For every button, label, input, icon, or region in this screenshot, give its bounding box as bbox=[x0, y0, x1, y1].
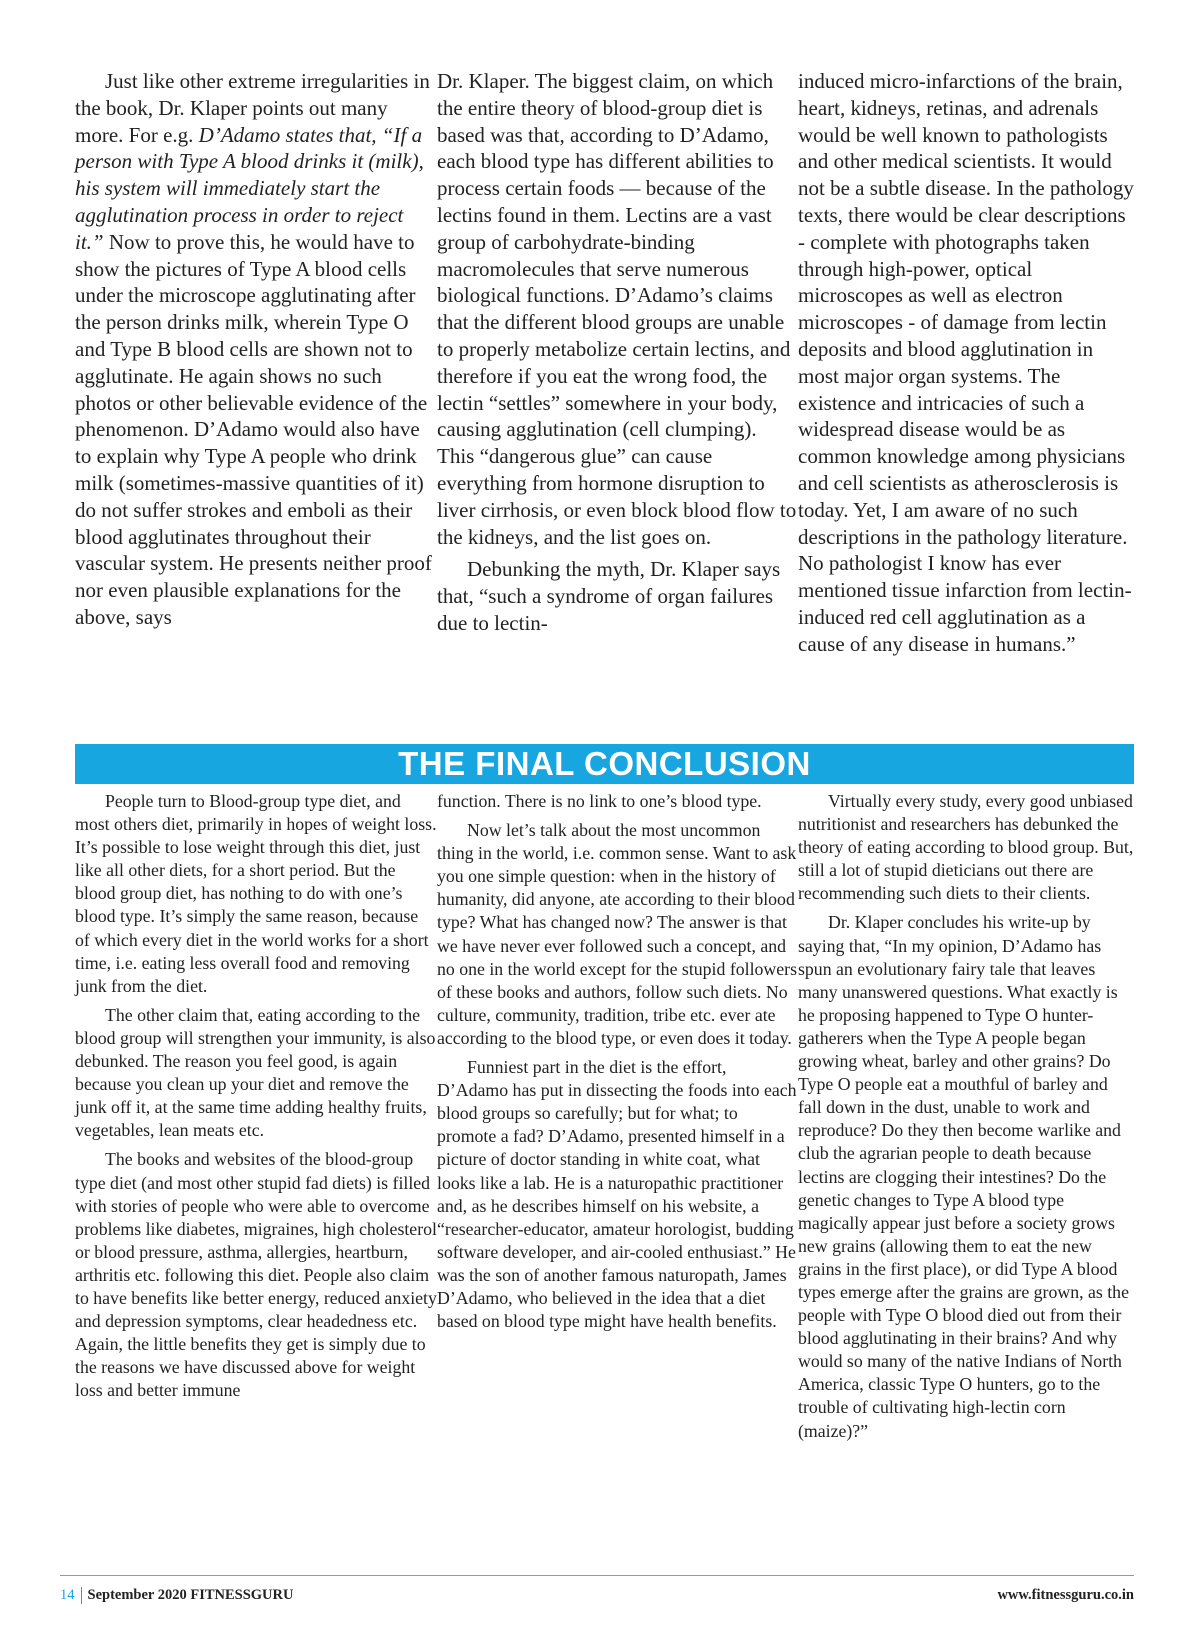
bottom-col3-paragraph-1: Virtually every study, every good unbiased nutritionist and researchers has debunked the theory of eating according to blood group. But, still a lot of stupid dieticians out there are recommending such diets to their clients. bbox=[798, 791, 1134, 904]
quote-run: D’Adamo states that, “If a person with Type A blood drinks it (milk), his system will immediately start the agglutination process in order to reject it.” bbox=[75, 122, 424, 254]
text-run: Now to prove this, he would have to show the pictures of Type A blood cells under the microscope agglutinating after the person drinks milk, wherein Type O and Type B blood cells are shown not to agglutinate. He again shows no such photos or other believable evidence of the phenomenon. D’Adamo would also have to explain why Type A people who drink milk (sometimes-massive quantities of it) do not suffer strokes and emboli as their blood agglutinates throughout their vascular system. He presents neither proof nor even plausible explanations for the above, says bbox=[75, 229, 432, 629]
top-column-1 bbox=[75, 68, 437, 738]
page-number: 14 bbox=[60, 1587, 82, 1604]
top-col3-paragraph-1: induced micro-infarctions of the brain, heart, kidneys, retinas, and adrenals would be well known to pathologists and other medical scientists. It would not be a subtle disease. In the pathology texts, there would be clear descriptions - complete with photographs taken through high-power, optical microscopes as well as electron microscopes - of damage from lectin deposits and blood agglutination in most major organ systems. The existence and intricacies of such a widespread disease would be as common knowledge among physicians and cell scientists as atherosclerosis is today. Yet, I am aware of no such descriptions in the pathology literature. No pathologist I know has ever mentioned tissue infarction from lectin-induced red cell agglutination as a cause of any disease in humans.” bbox=[798, 69, 1134, 656]
bottom-col1-paragraph-2: The other claim that, eating according to the blood group will strengthen your immunity, is also debunked. The reason you feel good, is again because you clean up your diet and remove the junk off it, at the same time adding healthy fruits, vegetables, lean meats etc. bbox=[75, 1004, 436, 1141]
page-footer bbox=[60, 1582, 1134, 1608]
article-top-columns bbox=[75, 68, 1134, 738]
top-col2-paragraph-1: Dr. Klaper. The biggest claim, on which the entire theory of blood-group diet is based was that, according to D’Adamo, each blood type has different abilities to process certain foods — because of the lectins found in them. Lectins are a vast group of carbohydrate-binding macromolecules that serve numerous biological functions. D’Adamo’s claims that the different blood groups are unable to properly metabolize certain lectins, and therefore if you eat the wrong food, the lectin “settles” somewhere in your body, causing agglutination (cell clumping). This “dangerous glue” can cause everything from hormone disruption to liver cirrhosis, or even block blood flow to the kidneys, and the list goes on. bbox=[437, 69, 797, 549]
top-col2-paragraph-2: Debunking the myth, Dr. Klaper says that, “such a syndrome of organ failures due to lectin- bbox=[437, 557, 781, 635]
text-run: Just like other extreme irregularities in the book, Dr. Klaper points out many more. For e.g. bbox=[75, 69, 430, 147]
bottom-column-3 bbox=[798, 790, 1134, 1560]
website-link[interactable]: www.fitnessguru.co.in bbox=[997, 1586, 1134, 1603]
bottom-col1-paragraph-1: People turn to Blood-group type diet, and most others diet, primarily in hopes of weight loss. It’s possible to lose weight through this diet, just like all other diets, for a short period. But the blood group diet, has nothing to do with one’s blood type. It’s simply the same reason, because of which every diet in the world works for a short time, i.e. eating less overall food and removing junk from the diet. bbox=[75, 791, 437, 996]
footer-divider bbox=[60, 1575, 1134, 1576]
bottom-col2-paragraph-2: Now let’s talk about the most uncommon thing in the world, i.e. common sense. Want to ask you one simple question: when in the history of humanity, did anyone, ate according to their blood type? What has changed now? The answer is that we have never ever followed such a concept, and no one in the world except for the stupid followers of these books and authors, follow such diets. No culture, community, tradition, tribe etc. ever ate according to the blood type, or even does it today. bbox=[437, 820, 797, 1048]
top-col1-paragraph-1 bbox=[75, 68, 437, 631]
bottom-column-1 bbox=[75, 790, 437, 1560]
bottom-col2-paragraph-3: Funniest part in the diet is the effort, D’Adamo has put in dissecting the foods into each blood groups so carefully; but for what; to promote a fad? D’Adamo, presented himself in a picture of doctor standing in white coat, what looks like a lab. He is a naturopathic practitioner and, as he describes himself on his website, a “researcher-educator, amateur horologist, budding software developer, and air-cooled enthusiast.” He was the son of another famous naturopath, James D’Adamo, who believed in the idea that a diet based on blood type might have health benefits. bbox=[437, 1057, 797, 1332]
bottom-col3-paragraph-2: Dr. Klaper concludes his write-up by saying that, “In my opinion, D’Adamo has spun an evolutionary fairy tale that leaves many unanswered questions. What exactly is he proposing happened to Type O hunter-gatherers when the Type A people began growing wheat, barley and other grains? Do Type O people eat a mouthful of barley and fall down in the dust, unable to work and reproduce? Do they then become warlike and club the agrarian people to death because lectins are clogging their intestines? Do the genetic changes to Type A blood type magically appear just before a society grows new grains (allowing them to eat the new grains in the first place), or did Type A blood types emerge after the grains are grown, as the people with Type O blood died out from their blood agglutinating in their brains? And why would so many of the native Indians of North America, classic Type O hunters, go to the trouble of cultivating high-lectin corn (maize)?” bbox=[798, 912, 1129, 1441]
bottom-column-2 bbox=[437, 790, 798, 1560]
issue-label: September 2020 FITNESSGURU bbox=[87, 1586, 294, 1603]
bottom-col2-paragraph-1: function. There is no link to one’s blood type. bbox=[437, 791, 762, 811]
bottom-col1-paragraph-3: The books and websites of the blood-group type diet (and most other stupid fad diets) is filled with stories of people who were able to overcome problems like diabetes, migraines, high cholesterol or blood pressure, asthma, allergies, heartburn, arthritis etc. following this diet. People also claim to have benefits like better energy, reduced anxiety and depression symptoms, clear headedness etc. Again, the little benefits they get is simply due to the reasons we have discussed above for weight loss and better immune bbox=[75, 1149, 437, 1401]
top-column-2 bbox=[437, 68, 798, 738]
article-bottom-columns bbox=[75, 790, 1134, 1560]
section-heading: THE FINAL CONCLUSION bbox=[398, 745, 811, 782]
top-column-3 bbox=[798, 68, 1134, 738]
section-heading-banner bbox=[75, 744, 1134, 784]
